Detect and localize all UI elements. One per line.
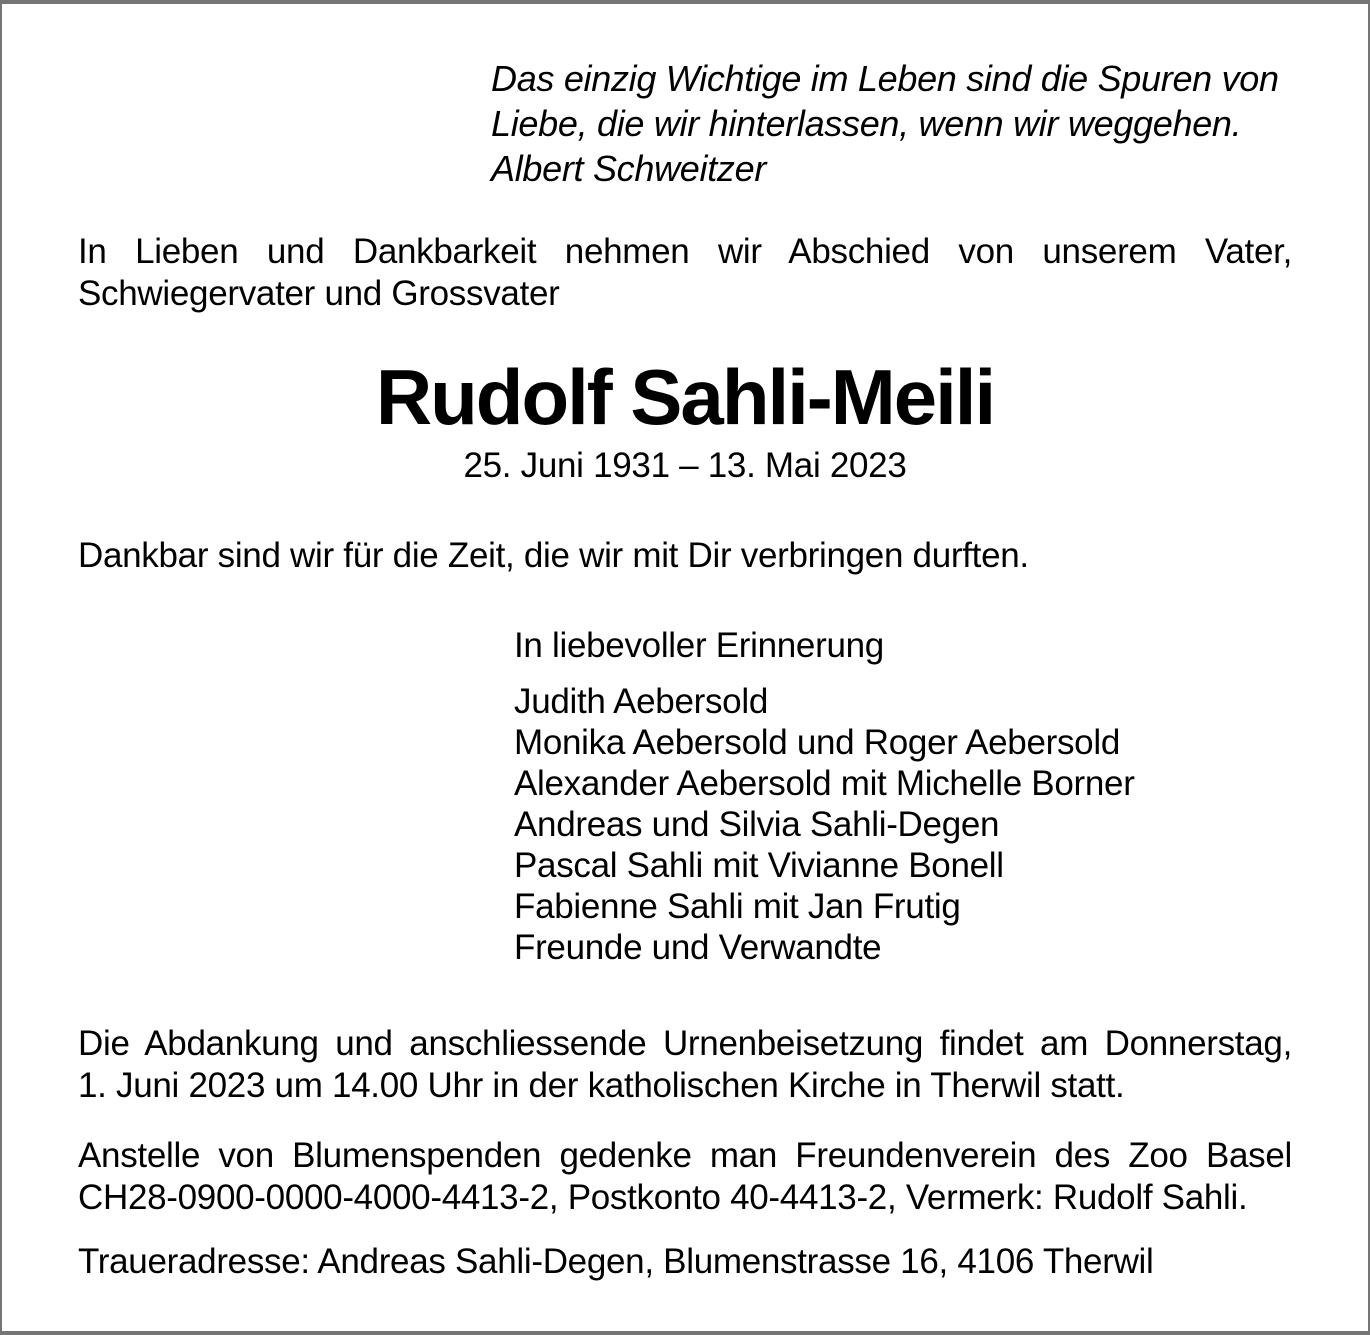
donation-paragraph [78,1135,1292,1219]
mourner-line: Judith Aebersold [514,682,768,721]
quote-attribution: Albert Schweitzer [491,148,767,189]
remembrance-heading: In liebevoller Erinnerung [514,626,884,665]
quote-line: Das einzig Wichtige im Leben sind die Spuren von [491,58,1279,99]
mourner-line: Freunde und Verwandte [514,928,882,967]
mourner-line: Pascal Sahli mit Vivianne Bonell [514,846,1004,885]
service-line: 1. Juni 2023 um 14.00 Uhr in der katholischen Kirche in Therwil statt. [78,1066,1125,1105]
mourner-line: Fabienne Sahli mit Jan Frutig [514,887,961,926]
life-dates: 25. Juni 1931 – 13. Mai 2023 [463,446,907,485]
mourner-line: Andreas und Silvia Sahli-Degen [514,805,1000,844]
intro-paragraph [78,231,1292,315]
mourner-line: Monika Aebersold und Roger Aebersold [514,723,1120,762]
gratitude-line: Dankbar sind wir für die Zeit, die wir mit Dir verbringen durften. [78,536,1029,575]
mourners-list [514,681,1292,968]
intro-line: Schwiegervater und Grossvater [78,274,560,313]
intro-line: In Lieben und Dankbarkeit nehmen wir Abschied von unserem Vater, [78,232,1292,271]
service-line: Die Abdankung und anschliessende Urnenbeisetzung findet am Donnerstag, [78,1024,1292,1063]
deceased-name: Rudolf Sahli-Meili [375,353,995,441]
mourner-line: Alexander Aebersold mit Michelle Borner [514,764,1135,803]
quote-line: Liebe, die wir hinterlassen, wenn wir weggehen. [491,103,1242,144]
service-paragraph [78,1023,1292,1107]
mourning-address: Traueradresse: Andreas Sahli-Degen, Blumenstrasse 16, 4106 Therwil [78,1242,1154,1281]
donation-line: Anstelle von Blumenspenden gedenke man Freundenverein des Zoo Basel [78,1136,1292,1175]
donation-line: CH28-0900-0000-4000-4413-2, Postkonto 40-4413-2, Vermerk: Rudolf Sahli. [78,1178,1248,1217]
quote-block [491,56,1292,191]
